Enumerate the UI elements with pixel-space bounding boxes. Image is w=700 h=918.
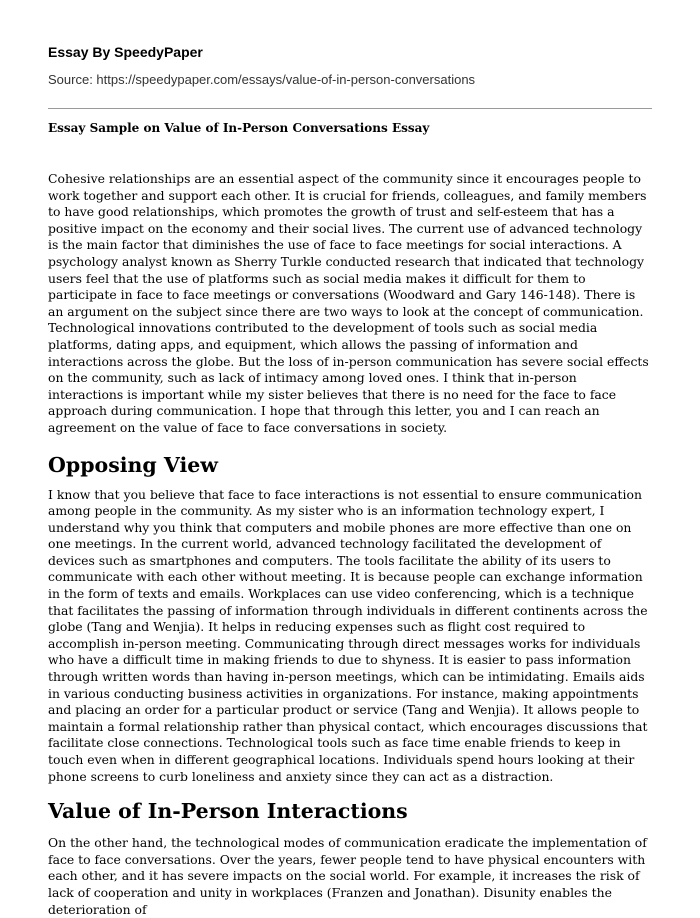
intro-paragraph: Cohesive relationships are an essential aspect of the community since it encourages people to work together and support each other. It is crucial for friends, colleagues, and family members to have good relationships, which promotes the growth of trust and self-esteem that has a positive impact on the economy and their social lives. The current use of advanced technology is the main factor that diminishes the use of face to face meetings for social interactions. A psychology analyst known as Sherry Turkle conducted research that indicated that technology users feel that the use of platforms such as social media makes it difficult for them to participate in face to face meetings or conversations (Woodward and Gary 146-148). There is an argument on the subject since there are two ways to look at the concept of communication. Technological innovations contributed to the development of tools such as social media platforms, dating apps, and equipment, which allows the passing of information and interactions across the globe. But the loss of in-person communication has severe social effects on the community, such as lack of intimacy among loved ones. I think that in-person interactions is important while my sister believes that there is no need for the face to face approach during communication. I hope that through this letter, you and I can reach an agreement on the value of face to face conversations in society. <box>48 171 649 435</box>
header-divider <box>48 108 652 109</box>
essay-title: Essay Sample on Value of In-Person Conversations Essay <box>48 121 430 135</box>
brand-title: Essay By SpeedyPaper <box>48 44 203 60</box>
section-heading-opposing-view: Opposing View <box>48 452 218 477</box>
in-person-paragraph: On the other hand, the technological modes of communication eradicate the implementation of face to face conversations. Over the years, fewer people tend to have physical encounters with each other, and it has severe impacts on the social world. For example, it increases the risk of lack of cooperation and unity in workplaces (Franzen and Jonathan). Disunity enables the deterioration of <box>48 835 647 917</box>
source-url: Source: https://speedypaper.com/essays/value-of-in-person-conversations <box>48 72 476 87</box>
opposing-view-paragraph: I know that you believe that face to face interactions is not essential to ensure communication among people in the community. As my sister who is an information technology expert, I understand why you think that computers and mobile phones are more effective than one on one meetings. In the current world, advanced technology facilitated the development of devices such as smartphones and computers. The tools facilitate the ability of its users to communicate with each other without meeting. It is because people can exchange information in the form of texts and emails. Workplaces can use video conferencing, which is a technique that facilitates the passing of information through individuals in different continents across the globe (Tang and Wenjia). It helps in reducing expenses such as flight cost required to accomplish in-person meeting. Communicating through direct messages works for individuals who have a difficult time in making friends to due to shyness. It is easier to pass information through written words than having in-person meetings, which can be intimidating. Emails aids in various conducting business activities in organizations. For instance, making appointments and placing an order for a particular product or service (Tang and Wenjia). It allows people to maintain a formal relationship rather than physical contact, which encourages discussions that facilitate close connections. Technological tools such as face time enable friends to keep in touch even when in different geographical locations. Individuals spend hours looking at their phone screens to curb loneliness and anxiety since they can act as a distraction. <box>48 486 648 784</box>
essay-body <box>48 171 652 918</box>
section-heading-in-person-interactions: Value of In-Person Interactions <box>48 799 408 824</box>
